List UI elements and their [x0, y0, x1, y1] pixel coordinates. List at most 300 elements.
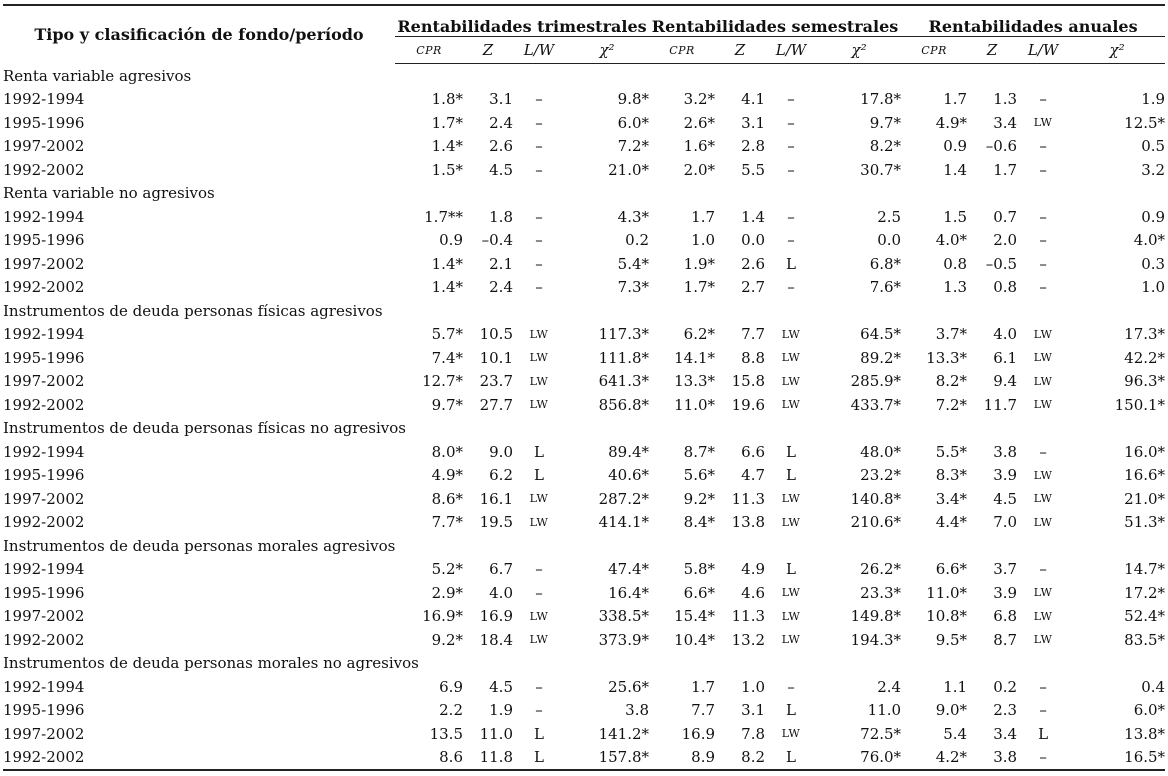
cpr-cell: 2.9* [431, 583, 463, 602]
section-title: Instrumentos de deuda personas morales agresivos [3, 536, 396, 555]
z-cell: 2.0 [993, 231, 1018, 250]
cpr-cell: 3.2* [683, 90, 716, 109]
period-cell: 1997-2002 [3, 137, 85, 156]
z-cell: 8.2 [715, 746, 765, 771]
z-cell: 10.1 [479, 348, 513, 367]
cpr-cell: 6.6* [683, 583, 716, 602]
chi2-cell: 6.0* [617, 113, 650, 132]
chi2-cell: 16.6* [1124, 466, 1166, 485]
subheader-cpr: CPR [395, 37, 463, 64]
cpr-cell: 5.6* [683, 466, 716, 485]
z-cell: 2.6 [741, 254, 766, 273]
table-row [3, 487, 1165, 511]
lw-cell: – [1017, 746, 1069, 771]
z-cell: 0.7 [993, 207, 1018, 226]
cpr-cell: 8.9 [649, 746, 715, 771]
z-cell: 3.9 [993, 583, 1018, 602]
cpr-cell: 1.5 [943, 207, 968, 226]
cpr-cell: 1.3 [943, 278, 968, 297]
lw-cell: LW [529, 515, 549, 529]
cpr-cell: 16.9 [681, 724, 716, 743]
chi2-cell: 141.2* [598, 724, 650, 743]
lw-cell: LW [781, 351, 801, 365]
stub-header: Tipo y clasificación de fondo/período [3, 5, 395, 64]
cpr-cell: 1.4* [431, 254, 463, 273]
chi2-cell: 7.3* [617, 278, 650, 297]
chi2-cell: 433.7* [850, 395, 902, 414]
chi2-cell: 26.2* [860, 560, 902, 579]
z-cell: 27.7 [479, 395, 513, 414]
lw-cell: – [535, 160, 543, 179]
lw-cell: LW [781, 515, 801, 529]
lw-cell: L [534, 466, 544, 485]
lw-cell: LW [781, 492, 801, 506]
lw-cell: – [535, 137, 543, 156]
z-cell: 11.7 [983, 395, 1018, 414]
z-cell: 4.1 [741, 90, 766, 109]
z-cell: 19.5 [479, 513, 513, 532]
cpr-cell: 1.1 [943, 677, 968, 696]
cpr-cell: 8.2* [935, 372, 968, 391]
lw-cell: L [786, 560, 796, 579]
z-cell: 1.8 [489, 207, 513, 226]
z-cell: –0.5 [985, 254, 1018, 273]
cpr-cell: 7.7* [431, 513, 463, 532]
z-cell: 16.9 [479, 607, 513, 626]
lw-cell: – [535, 254, 543, 273]
lw-cell: LW [529, 398, 549, 412]
lw-cell: – [787, 90, 795, 109]
cpr-cell: 1.7 [943, 90, 968, 109]
lw-cell: LW [781, 586, 801, 600]
z-cell: 13.8 [731, 513, 766, 532]
lw-cell: LW [529, 633, 549, 647]
lw-cell: – [535, 677, 543, 696]
chi2-cell: 13.8* [1124, 724, 1166, 743]
lw-cell: – [787, 278, 795, 297]
chi2-cell: 12.5* [1124, 113, 1166, 132]
z-cell: 13.2 [731, 630, 766, 649]
cpr-cell: 2.2 [439, 701, 463, 720]
lw-cell: – [535, 113, 543, 132]
cpr-cell: 1.6* [683, 137, 716, 156]
cpr-cell: 6.2* [683, 325, 716, 344]
z-cell: 3.1 [489, 90, 513, 109]
chi2-cell: 2.5 [877, 207, 902, 226]
lw-cell: L [534, 724, 544, 743]
period-cell: 1992-1994 [3, 560, 85, 579]
chi2-cell: 30.7* [860, 160, 902, 179]
lw-cell: – [535, 207, 543, 226]
lw-cell: – [787, 231, 795, 250]
chi2-cell: 17.2* [1124, 583, 1166, 602]
chi2-cell: 140.8* [850, 489, 902, 508]
chi2-cell: 16.5* [1069, 746, 1165, 771]
lw-cell: LW [1033, 374, 1053, 388]
chi2-cell: 42.2* [1124, 348, 1166, 367]
subheader-lw: L/W [513, 37, 565, 64]
chi2-cell: 641.3* [598, 372, 650, 391]
cpr-cell: 8.4* [683, 513, 716, 532]
period-cell: 1992-1994 [3, 677, 85, 696]
z-cell: 1.3 [993, 90, 1018, 109]
section-title: Instrumentos de deuda personas morales no agresivos [3, 654, 419, 673]
lw-cell: – [1039, 160, 1047, 179]
lw-cell: L [1038, 724, 1049, 743]
cpr-cell: 14.1* [674, 348, 716, 367]
period-cell: 1997-2002 [3, 607, 85, 626]
z-cell: 11.8 [463, 746, 513, 771]
period-cell: 1992-2002 [3, 160, 85, 179]
table-row [3, 135, 1165, 159]
z-cell: 2.6 [489, 137, 513, 156]
lw-cell: – [1039, 701, 1047, 720]
z-cell: 8.7 [993, 630, 1018, 649]
cpr-cell: 1.0 [691, 231, 716, 250]
chi2-cell: 4.0* [1133, 231, 1166, 250]
lw-cell: LW [781, 327, 801, 341]
chi2-cell: 11.0 [867, 701, 902, 720]
chi2-cell: 23.3* [860, 583, 902, 602]
chi2-cell: 338.5* [598, 607, 650, 626]
period-cell: 1995-1996 [3, 348, 85, 367]
subheader-lw: L/W [765, 37, 817, 64]
z-cell: –0.6 [985, 137, 1018, 156]
cpr-cell: 8.7* [683, 442, 716, 461]
results-table [3, 4, 1165, 771]
table-row [3, 675, 1165, 699]
z-cell: 6.7 [489, 560, 513, 579]
period-cell: 1992-1994 [3, 325, 85, 344]
table-row [3, 229, 1165, 253]
table-row [3, 323, 1165, 347]
chi2-cell: 6.8* [869, 254, 902, 273]
section-title: Instrumentos de deuda personas físicas no agresivos [3, 419, 406, 438]
z-cell: 9.0 [489, 442, 513, 461]
chi2-cell: 16.0* [1124, 442, 1166, 461]
section-title: Renta variable agresivos [3, 66, 192, 85]
lw-cell: – [1039, 90, 1047, 109]
lw-cell: – [1039, 254, 1047, 273]
chi2-cell: 25.6* [608, 677, 650, 696]
cpr-cell: 6.9 [439, 677, 463, 696]
lw-cell: – [1039, 560, 1047, 579]
z-cell: 4.0 [489, 583, 513, 602]
z-cell: 9.4 [993, 372, 1018, 391]
chi2-cell: 89.4* [608, 442, 650, 461]
cpr-cell: 7.4* [431, 348, 463, 367]
z-cell: 7.0 [993, 513, 1018, 532]
cpr-cell: 9.5* [935, 630, 968, 649]
lw-cell: – [1039, 231, 1047, 250]
period-cell: 1995-1996 [3, 466, 85, 485]
chi2-cell: 7.6* [869, 278, 902, 297]
period-cell: 1997-2002 [3, 724, 85, 743]
section-header-row [3, 299, 1165, 323]
chi2-cell: 6.0* [1133, 701, 1166, 720]
chi2-cell: 14.7* [1124, 560, 1166, 579]
lw-cell: – [535, 583, 543, 602]
chi2-cell: 3.2 [1141, 160, 1166, 179]
cpr-cell: 1.4 [943, 160, 968, 179]
lw-cell: L [534, 442, 544, 461]
subheader-chi2: χ² [565, 37, 649, 64]
z-cell: 19.6 [731, 395, 766, 414]
chi2-cell: 4.3* [617, 207, 650, 226]
group-header-annual: Rentabilidades anuales [901, 5, 1165, 37]
lw-cell: – [535, 701, 543, 720]
lw-cell: – [1039, 677, 1047, 696]
chi2-cell: 373.9* [598, 630, 650, 649]
chi2-cell: 72.5* [860, 724, 902, 743]
subheader-z: Z [967, 37, 1017, 64]
cpr-cell: 0.8 [943, 254, 968, 273]
lw-cell: LW [529, 327, 549, 341]
z-cell: 18.4 [479, 630, 513, 649]
z-cell: 3.1 [741, 113, 766, 132]
lw-cell: LW [1033, 609, 1053, 623]
cpr-cell: 8.6 [395, 746, 463, 771]
z-cell: 6.2 [489, 466, 513, 485]
cpr-cell: 11.0* [674, 395, 716, 414]
cpr-cell: 1.7* [683, 278, 716, 297]
cpr-cell: 4.9* [935, 113, 968, 132]
z-cell: 11.3 [731, 489, 766, 508]
cpr-cell: 1.5* [431, 160, 463, 179]
z-cell: 2.4 [489, 278, 513, 297]
lw-cell: LW [781, 374, 801, 388]
chi2-cell: 3.8 [625, 701, 650, 720]
chi2-cell: 150.1* [1114, 395, 1166, 414]
cpr-cell: 2.0* [683, 160, 716, 179]
cpr-cell: 8.0* [431, 442, 463, 461]
chi2-cell: 0.2 [625, 231, 650, 250]
cpr-cell: 5.8* [683, 560, 716, 579]
cpr-cell: 9.2* [683, 489, 716, 508]
chi2-cell: 414.1* [598, 513, 650, 532]
cpr-cell: 11.0* [926, 583, 968, 602]
period-cell: 1992-2002 [3, 513, 85, 532]
z-cell: 4.5 [489, 677, 513, 696]
group-header-quarterly: Rentabilidades trimestrales [395, 5, 649, 37]
chi2-cell: 5.4* [617, 254, 650, 273]
z-cell: –0.4 [481, 231, 513, 250]
cpr-cell: 9.2* [431, 630, 463, 649]
z-cell: 0.8 [993, 278, 1018, 297]
section-title: Renta variable no agresivos [3, 184, 215, 203]
z-cell: 1.0 [741, 677, 766, 696]
subheader-cpr: CPR [649, 37, 715, 64]
table-row [3, 722, 1165, 746]
lw-cell: LW [781, 727, 801, 741]
chi2-cell: 0.3 [1141, 254, 1166, 273]
chi2-cell: 47.4* [608, 560, 650, 579]
cpr-cell: 8.6* [431, 489, 463, 508]
lw-cell: LW [781, 398, 801, 412]
cpr-cell: 1.8* [431, 90, 463, 109]
z-cell: 3.4 [993, 724, 1018, 743]
chi2-cell: 21.0* [1124, 489, 1166, 508]
period-cell: 1997-2002 [3, 372, 85, 391]
table-row [3, 558, 1165, 582]
lw-cell: – [535, 90, 543, 109]
z-cell: 7.8 [741, 724, 766, 743]
cpr-cell: 0.9 [943, 137, 968, 156]
period-cell: 1995-1996 [3, 231, 85, 250]
subheader-lw: L/W [1017, 37, 1069, 64]
lw-cell: – [535, 560, 543, 579]
chi2-cell: 7.2* [617, 137, 650, 156]
z-cell: 2.1 [489, 254, 513, 273]
cpr-cell: 5.4 [943, 724, 968, 743]
z-cell: 5.5 [741, 160, 766, 179]
lw-cell: LW [1033, 351, 1053, 365]
lw-cell: LW [1033, 468, 1053, 482]
cpr-cell: 1.7* [431, 113, 463, 132]
cpr-cell: 1.9* [683, 254, 716, 273]
lw-cell: – [1039, 137, 1047, 156]
group-header-semiannual: Rentabilidades semestrales [649, 5, 901, 37]
lw-cell: LW [1033, 398, 1053, 412]
chi2-cell: 8.2* [869, 137, 902, 156]
z-cell: 23.7 [479, 372, 513, 391]
section-title: Instrumentos de deuda personas físicas agresivos [3, 301, 383, 320]
z-cell: 11.0 [479, 724, 513, 743]
table-row [3, 158, 1165, 182]
chi2-cell: 17.8* [860, 90, 902, 109]
lw-cell: – [1039, 442, 1047, 461]
lw-cell: – [1039, 207, 1047, 226]
cpr-cell: 7.7 [691, 701, 716, 720]
table-row [3, 699, 1165, 723]
chi2-cell: 48.0* [860, 442, 902, 461]
period-cell: 1992-2002 [3, 630, 85, 649]
chi2-cell: 9.7* [869, 113, 902, 132]
chi2-cell: 64.5* [860, 325, 902, 344]
z-cell: 1.9 [489, 701, 513, 720]
subheader-z: Z [463, 37, 513, 64]
period-cell: 1992-1994 [3, 207, 85, 226]
z-cell: 8.8 [741, 348, 766, 367]
z-cell: 11.3 [731, 607, 766, 626]
header-row-groups [3, 5, 1165, 37]
z-cell: 4.5 [993, 489, 1018, 508]
z-cell: 1.7 [993, 160, 1018, 179]
cpr-cell: 15.4* [674, 607, 716, 626]
table-row [3, 111, 1165, 135]
cpr-cell: 5.7* [431, 325, 463, 344]
table-row [3, 605, 1165, 629]
z-cell: 6.8 [993, 607, 1018, 626]
z-cell: 2.8 [741, 137, 766, 156]
cpr-cell: 6.6* [935, 560, 968, 579]
cpr-cell: 2.6* [683, 113, 716, 132]
cpr-cell: 5.2* [431, 560, 463, 579]
lw-cell: L [786, 254, 796, 273]
chi2-cell: 9.8* [617, 90, 650, 109]
cpr-cell: 10.8* [926, 607, 968, 626]
chi2-cell: 111.8* [598, 348, 650, 367]
period-cell: 1997-2002 [3, 254, 85, 273]
period-cell: 1995-1996 [3, 701, 85, 720]
period-cell: 1992-2002 [3, 746, 395, 771]
chi2-cell: 287.2* [598, 489, 650, 508]
lw-cell: L [786, 701, 796, 720]
subheader-cpr: CPR [901, 37, 967, 64]
lw-cell: L [765, 746, 817, 771]
lw-cell: LW [781, 633, 801, 647]
lw-cell: – [787, 160, 795, 179]
table-row [3, 581, 1165, 605]
cpr-cell: 5.5* [935, 442, 968, 461]
chi2-cell: 0.4 [1141, 677, 1166, 696]
chi2-cell: 856.8* [598, 395, 650, 414]
period-cell: 1995-1996 [3, 113, 85, 132]
cpr-cell: 3.7* [935, 325, 968, 344]
lw-cell: LW [529, 374, 549, 388]
section-header-row [3, 64, 1165, 88]
chi2-cell: 89.2* [860, 348, 902, 367]
section-header-row [3, 534, 1165, 558]
cpr-cell: 1.4* [431, 137, 463, 156]
z-cell: 2.7 [741, 278, 766, 297]
table-row [3, 464, 1165, 488]
z-cell: 3.4 [993, 113, 1018, 132]
lw-cell: – [787, 113, 795, 132]
lw-cell: L [786, 466, 796, 485]
cpr-cell: 13.3* [926, 348, 968, 367]
chi2-cell: 0.9 [1141, 207, 1166, 226]
chi2-cell: 0.0 [877, 231, 902, 250]
table-row [3, 205, 1165, 229]
cpr-cell: 8.3* [935, 466, 968, 485]
chi2-cell: 210.6* [850, 513, 902, 532]
period-cell: 1992-1994 [3, 90, 85, 109]
subheader-z: Z [715, 37, 765, 64]
period-cell: 1992-1994 [3, 442, 85, 461]
cpr-cell: 1.7 [691, 207, 716, 226]
section-header-row [3, 182, 1165, 206]
table-row [3, 746, 1165, 771]
chi2-cell: 117.3* [598, 325, 650, 344]
cpr-cell: 13.3* [674, 372, 716, 391]
chi2-cell: 40.6* [608, 466, 650, 485]
lw-cell: LW [1033, 327, 1053, 341]
chi2-cell: 17.3* [1124, 325, 1166, 344]
cpr-cell: 13.5 [429, 724, 463, 743]
table-body [3, 64, 1165, 771]
section-header-row [3, 652, 1165, 676]
z-cell: 2.4 [489, 113, 513, 132]
chi2-cell: 52.4* [1124, 607, 1166, 626]
cpr-cell: 7.2* [935, 395, 968, 414]
table-row [3, 88, 1165, 112]
cpr-cell: 4.0* [935, 231, 968, 250]
z-cell: 3.8 [967, 746, 1017, 771]
z-cell: 4.9 [741, 560, 766, 579]
chi2-cell: 23.2* [860, 466, 902, 485]
z-cell: 16.1 [479, 489, 513, 508]
z-cell: 6.1 [993, 348, 1018, 367]
chi2-cell: 1.0 [1141, 278, 1166, 297]
lw-cell: – [1039, 278, 1047, 297]
table-row [3, 252, 1165, 276]
table-row [3, 346, 1165, 370]
period-cell: 1992-2002 [3, 395, 85, 414]
lw-cell: – [535, 231, 543, 250]
chi2-cell: 149.8* [850, 607, 902, 626]
chi2-cell: 157.8* [565, 746, 649, 771]
